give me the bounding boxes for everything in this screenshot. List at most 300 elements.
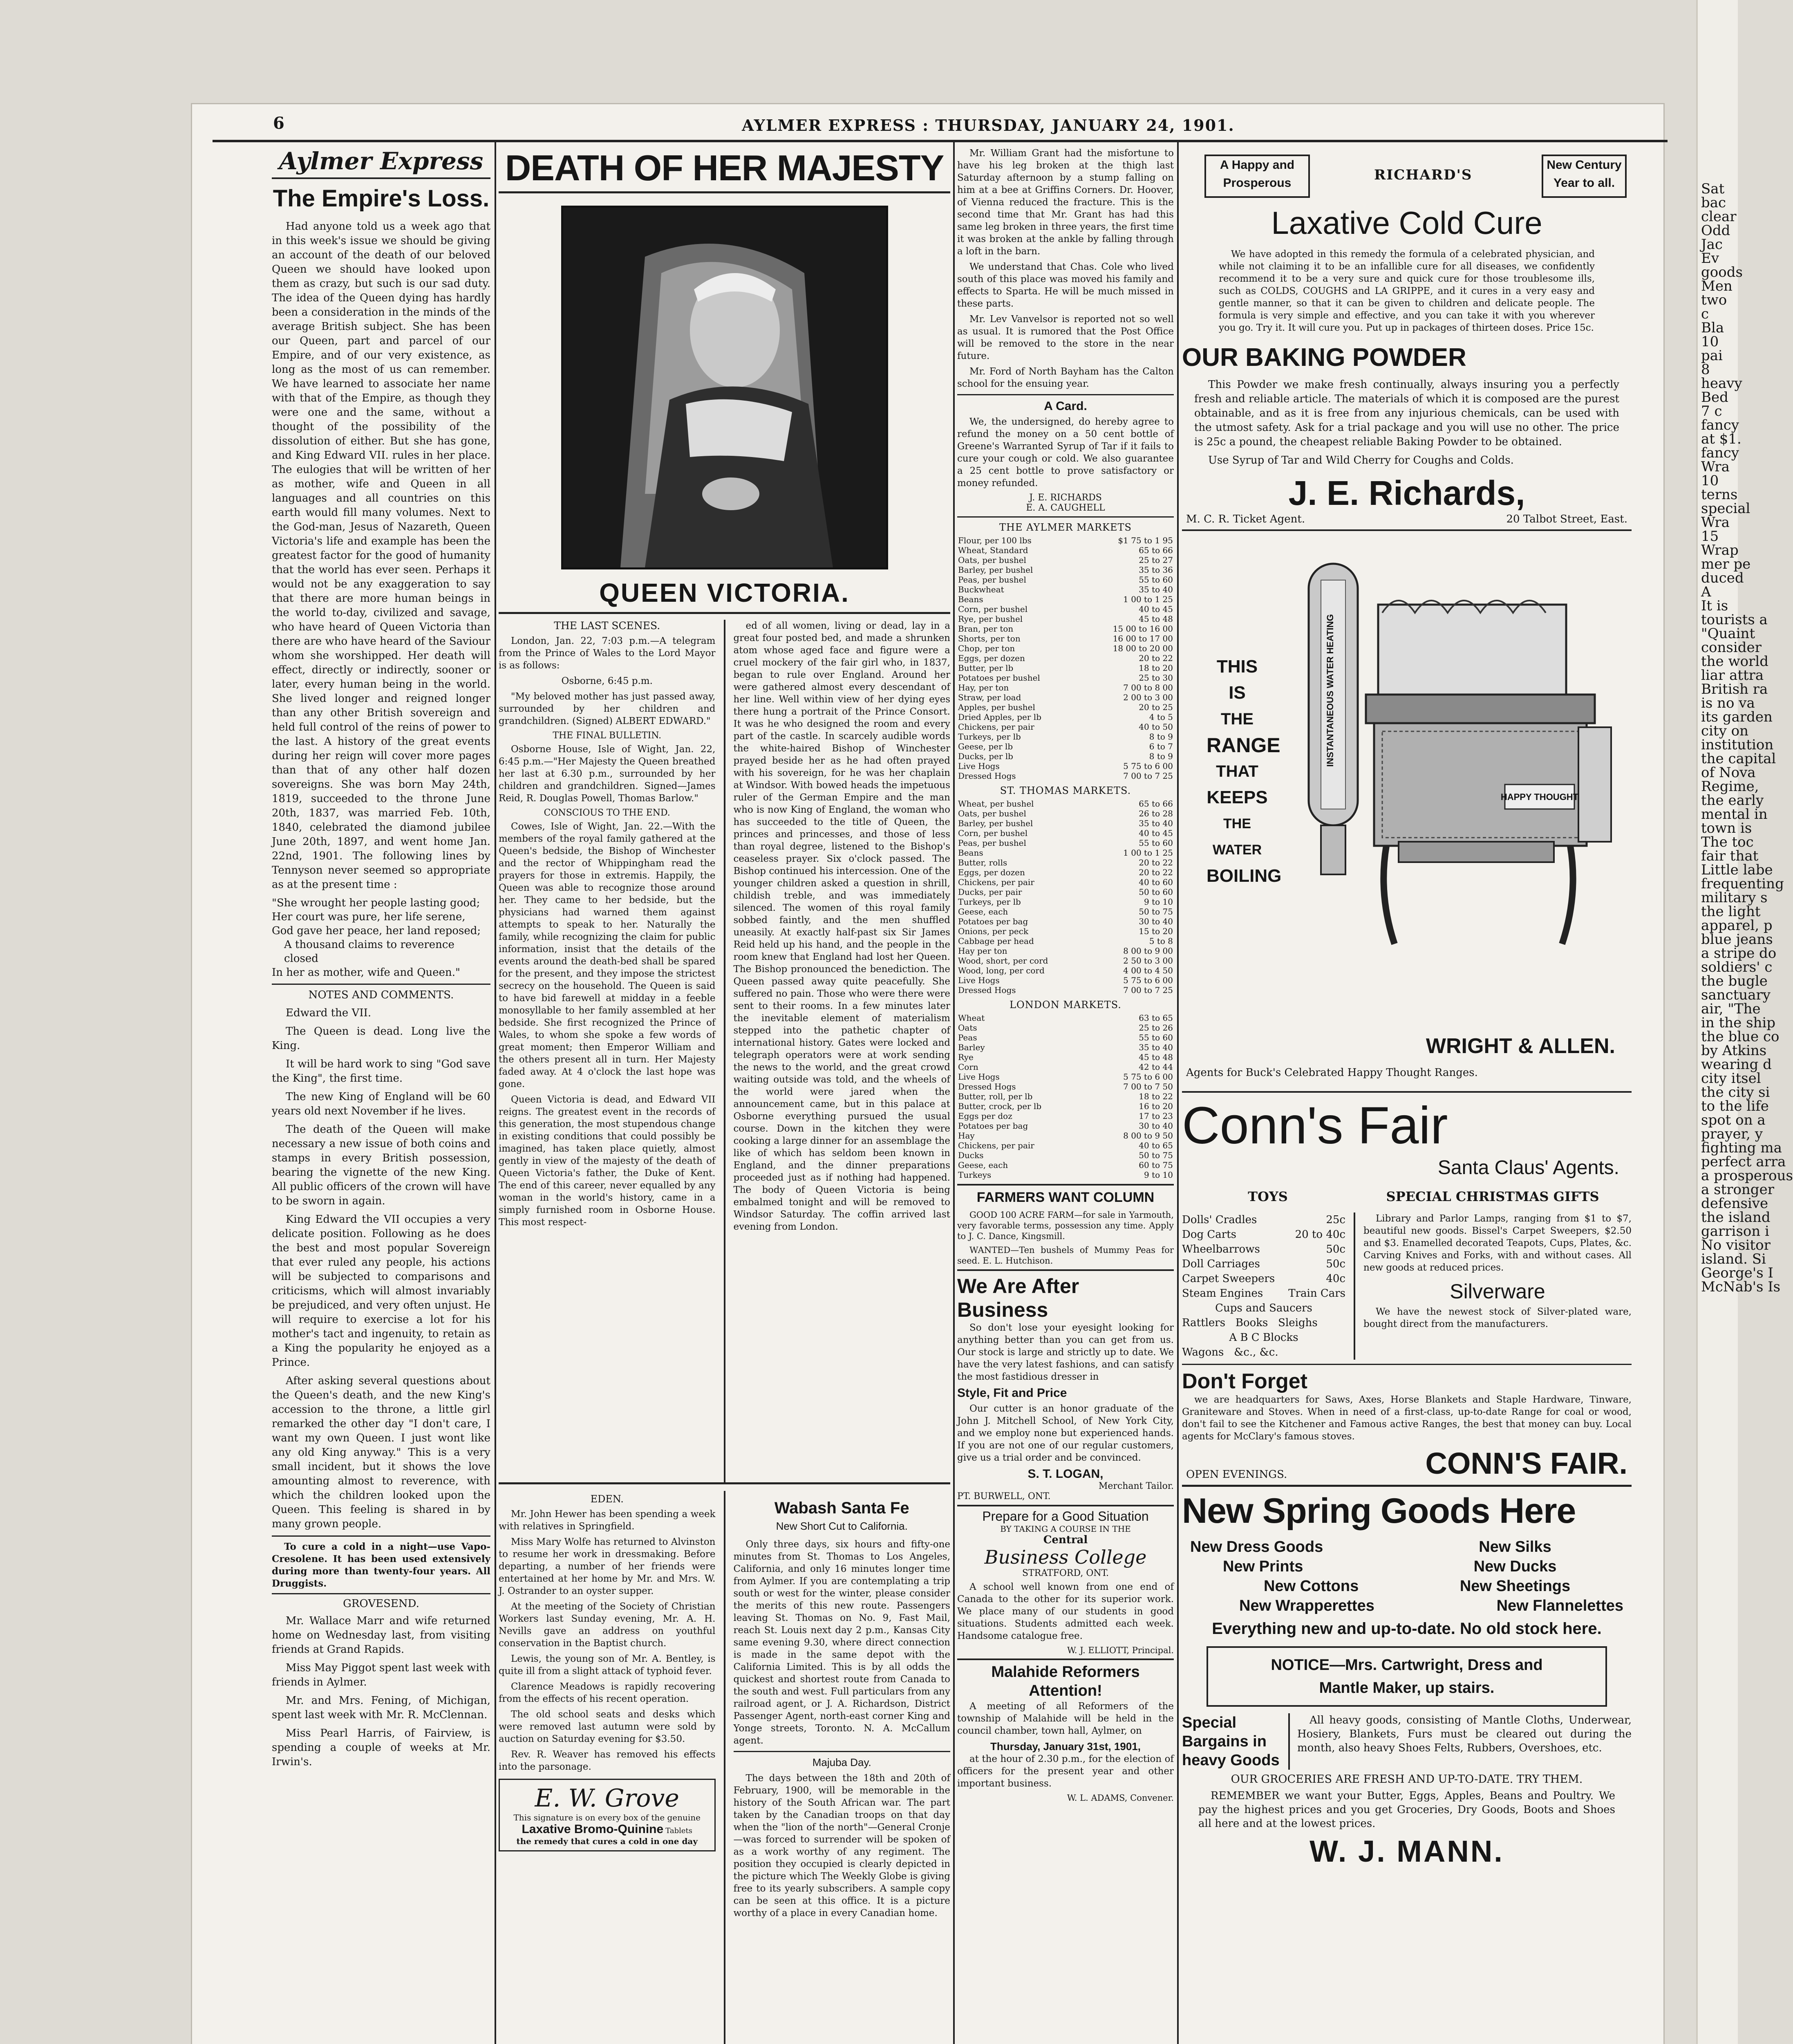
toy-price: 40c — [1326, 1273, 1345, 1285]
college-city: STRATFORD, ONT. — [1022, 1568, 1109, 1578]
lower-story — [499, 1491, 950, 2044]
adjacent-fragment: 15 — [1701, 528, 1719, 545]
market-item: Beans — [958, 594, 983, 604]
market-row — [957, 1082, 1174, 1091]
spring-tagline: Everything new and up-to-date. No old stock here. — [1212, 1620, 1602, 1638]
note-item: The Queen is dead. Long live the King. — [272, 1025, 490, 1052]
market-item: Corn, per bushel — [958, 604, 1028, 614]
richards-address: 20 Talbot Street, East. — [1506, 513, 1627, 525]
market-price: 18 00 to 20 00 — [1113, 643, 1173, 653]
adjacent-fragment: its garden — [1701, 709, 1773, 725]
adjacent-fragment: apparel, p — [1701, 917, 1773, 934]
market-item: Wheat, Standard — [958, 545, 1028, 555]
eden-title: EDEN. — [590, 1493, 624, 1505]
spring-goods-title: New Spring Goods Here — [1182, 1491, 1576, 1531]
market-item: Buckwheat — [958, 585, 1004, 594]
market-price: 25 to 27 — [1139, 555, 1173, 565]
laxative-body: We have adopted in this remedy the formula of a celebrated physician, and while not claiming it to be an infallible cure for all diseases, we confidently recommend it to be a very sure and quick cure for those troublesome ills, such as COLDS, COUGHS and LA GRIPPE, and it cures in a very easy and gentle manner, so that it can be given to children and delicate people. The formula is very simple and effective, and you can take it with you wherever you go. Try it. It will cure you. Put up in packages of thirteen doses. Price 15c. — [1219, 249, 1595, 333]
market-price: 35 to 36 — [1139, 565, 1173, 575]
market-price: 65 to 66 — [1139, 799, 1173, 809]
market-item: Wheat, per bushel — [958, 799, 1034, 809]
silverware-title: Silverware — [1450, 1280, 1545, 1303]
market-item: Geese, each — [958, 1160, 1008, 1170]
adjacent-fragment: A — [1701, 584, 1711, 600]
column-1 — [272, 147, 490, 2044]
market-item: Dressed Hogs — [958, 985, 1016, 995]
card-signature: J. E. RICHARDS — [1029, 493, 1102, 503]
market-row — [957, 643, 1174, 653]
adjacent-fragment: is no va — [1701, 695, 1755, 711]
note-item: King Edward the VII occupies a very delicate position. Following as he does the best and most popular Sovereign that ever ruled any people, his actions will be subjected to comparisons and criticisms, which will almost invariably be prejudiced, and very often unjust. He will require to exercise a lot for his mother's tact and ingenuity, to retain as a King the popularity he enjoyed as a Prince. — [272, 1213, 490, 1369]
logan-role: Merchant Tailor. — [1098, 1481, 1174, 1491]
market-item: Butter, crock, per lb — [958, 1101, 1042, 1111]
market-row — [957, 907, 1174, 917]
adjacent-fragment: the capital — [1701, 751, 1776, 767]
college-title: Prepare for a Good Situation — [982, 1509, 1149, 1524]
spring-item: New Sheetings — [1459, 1578, 1571, 1595]
market-row — [957, 975, 1174, 985]
adjacent-fragment: fighting ma — [1701, 1140, 1782, 1156]
adjacent-fragment: pai — [1701, 347, 1723, 364]
college-central: Central — [1043, 1534, 1088, 1546]
market-price: 55 to 60 — [1139, 1033, 1173, 1042]
market-row — [957, 1062, 1174, 1072]
adjacent-fragment: "Quaint — [1701, 625, 1755, 642]
bromo-quinine-ad — [499, 1779, 716, 1851]
toy-item — [1182, 1213, 1345, 1227]
market-item: Oats, per bushel — [958, 809, 1026, 818]
market-row — [957, 742, 1174, 751]
adjacent-fragment: a stripe do — [1701, 945, 1777, 961]
market-price: 45 to 48 — [1139, 1052, 1173, 1062]
adjacent-fragment: goods — [1701, 264, 1743, 280]
market-item: Barley, per bushel — [958, 818, 1033, 828]
adjacent-fragment: the world — [1701, 653, 1768, 670]
silverware-text: We have the newest stock of Silver-plated ware, bought direct from the manufacturers. — [1363, 1307, 1632, 1329]
spring-item: New Dress Goods — [1190, 1538, 1323, 1555]
market-row — [957, 966, 1174, 975]
market-price: 40 to 45 — [1139, 604, 1173, 614]
market-row — [957, 702, 1174, 712]
market-row — [957, 985, 1174, 995]
market-row — [957, 693, 1174, 702]
bargains-body: All heavy goods, consisting of Mantle Cloths, Underwear, Hosiery, Blankets, Furs must be cleared out during the month, also heavy Shoes Felts, Rubbers, Overshoes, etc. — [1297, 1714, 1632, 1754]
market-price: 9 to 10 — [1144, 897, 1173, 907]
story-para: Osborne, 6:45 p.m. — [561, 676, 653, 686]
stthomas-markets-table — [957, 799, 1174, 995]
market-item: Straw, per load — [958, 693, 1021, 702]
adjacent-fragment: McNab's Is — [1701, 1279, 1781, 1295]
majuba-body: The days between the 18th and 20th of February, 1900, will be memorable in the history of the South African war. The part taken by the Canadian troops on that day when the "lion of the north"—General Cronje—was forced to surrender will be spoken of as a work worthy of any regiment. The position they occupied is clearly depicted in the picture which The Weekly Globe is giving free to its yearly subscribers. A sample copy can be seen at this office. It is a picture worthy of a place in every Canadian home. — [733, 1773, 950, 1918]
market-item: Eggs per doz — [958, 1111, 1012, 1121]
market-item: Live Hogs — [958, 761, 1000, 771]
market-row — [957, 877, 1174, 887]
adjacent-fragment: in the ship — [1701, 1015, 1776, 1031]
malahide-signature: W. L. ADAMS, Convener. — [1067, 1793, 1174, 1803]
story-para: ed of all women, living or dead, lay in a great four posted bed, and made a shrunken atom whose aged face and figure were a cruel mockery of the fair girl who, in 1837, began to rule over England. Around her were gathered almost every descendant of her line. Well within view of her dying eyes there hung a portrait of the Prince Consort. It was he who designed the room and every part of the castle. In scarcely audible words the white-haired Bishop of Winchester prayed beside her as he had often prayed with his sovereign, for he was her chaplain at Windsor. With bowed heads the impetuous ruler of the German Empire and the man who is now King of England, the woman who has succeeded to the title of Queen, the princes and princesses, and those of less than royal degree, listened to the Bishop's ceaseless prayer. Six o'clock passed. The Bishop continued his intercession. One of the younger children asked a question in shrill, childish treble, and was immediately silenced. The women of this royal family sobbed faintly, and the men shuffled uneasily. At exactly half-past six Sir James Reid held up his hand, and the people in the room knew that England had lost her Queen. The Bishop pronounced the benediction. The Queen passed away quite peacefully. She suffered no pain. Those who were there were sent to their rooms. In a few minutes later the inevitable element of materialism stepped into the pathetic chapter of international history. Gates were locked and telegraph operators were at work sending the news to the world, and the great crowd waiting outside was told, and the wheels of the world were jared when the announcement came, but in this palace at Osborne everything pursued the usual course. Down in the kitchen they were cooking a large dinner for an assemblage the like of which has seldom been known in England, and the dinner preparations proceeded just as if nothing had happened. The body of Queen Victoria is being embalmed tonight and will be removed to Windsor Saturday. The coffin arrived last evening from London. — [733, 621, 950, 1232]
market-row — [957, 555, 1174, 565]
market-price: 40 to 60 — [1139, 877, 1173, 887]
bargains-row — [1182, 1713, 1632, 1770]
market-row — [957, 1023, 1174, 1033]
market-item: Butter, rolls — [958, 858, 1007, 867]
college-body: A school well known from one end of Canada to the other for its superior work. We place many of our students in good situations. Students admitted each week. Handsome catalogue free. — [957, 1582, 1174, 1641]
note-item: It will be hard work to sing "God save the King", the first time. — [272, 1058, 490, 1085]
column-rule-1 — [495, 141, 496, 2044]
logan-body2: Our cutter is an honor graduate of the John J. Mitchell School, of New York City, and we employ none but experienced hands. If you are not one of our regular customers, give us a trial order and be convinced. — [957, 1403, 1174, 1463]
market-price: 60 to 75 — [1139, 1160, 1173, 1170]
wright-allen-line: Agents for Buck's Celebrated Happy Thought Ranges. — [1186, 1067, 1478, 1079]
market-item: Dressed Hogs — [958, 1082, 1016, 1091]
adjacent-fragment: 10 — [1701, 334, 1719, 350]
toys-heading: TOYS — [1248, 1189, 1288, 1204]
adjacent-fragment: Bla — [1701, 320, 1724, 336]
conns-footer — [1186, 1446, 1627, 1481]
range-slogan — [1207, 654, 1282, 889]
richards-header — [1182, 147, 1632, 200]
market-item: Live Hogs — [958, 1072, 1000, 1082]
local-item: Mr. William Grant had the misfortune to have his leg broken at the thigh last Saturday afternoon by a stump falling on him at a bee at Griffins Corners. Dr. Hoover, of Vienna reduced the fracture. This is the second time that Mr. Grant has had this same leg broken in three years, the first time it was broken at the ankle by falling through a loft in the barn. — [957, 148, 1174, 257]
grove-signature: E. W. Grove — [535, 1784, 679, 1813]
dont-forget-title: Don't Forget — [1182, 1369, 1307, 1393]
market-row — [957, 946, 1174, 956]
market-item: Ducks — [958, 1150, 984, 1160]
market-item: Apples, per bushel — [958, 702, 1035, 712]
grovesend-item: Miss May Piggot spent last week with friends in Aylmer. — [272, 1662, 490, 1688]
death-story — [499, 620, 950, 1482]
market-price: 40 to 65 — [1139, 1141, 1173, 1150]
market-row — [957, 634, 1174, 643]
market-row — [957, 917, 1174, 926]
market-row — [957, 751, 1174, 761]
adjacent-fragment: duced — [1701, 570, 1744, 586]
market-price: 17 to 23 — [1139, 1111, 1173, 1121]
market-item: Geese, each — [958, 907, 1008, 917]
market-row — [957, 683, 1174, 693]
market-item: Peas, per bushel — [958, 575, 1026, 585]
market-price: 25 to 30 — [1139, 673, 1173, 683]
market-item: Potatoes per bushel — [958, 673, 1040, 683]
market-price: 6 to 7 — [1149, 742, 1173, 751]
london-markets-table — [957, 1013, 1174, 1180]
toy-price: 25c — [1326, 1214, 1345, 1226]
adjacent-fragment: blue jeans — [1701, 931, 1773, 948]
market-item: Turkeys, per lb — [958, 897, 1021, 907]
adjacent-fragment: Men — [1701, 278, 1733, 294]
grovesend-item: Mr. Wallace Marr and wife returned home on Wednesday last, from visiting friends at Grand Rapids. — [272, 1615, 490, 1656]
adjacent-fragment: defensive — [1701, 1195, 1768, 1212]
market-price: 1 00 to 1 25 — [1123, 594, 1173, 604]
market-price: 55 to 60 — [1139, 838, 1173, 848]
market-row — [957, 1101, 1174, 1111]
adjacent-fragment: city itsel — [1701, 1070, 1761, 1087]
eden-item: Clarence Meadows is rapidly recovering from the effects of his recent operation. — [499, 1681, 716, 1704]
market-row — [957, 614, 1174, 624]
market-row — [957, 1160, 1174, 1170]
market-item: Hay per ton — [958, 946, 1007, 956]
malahide-body2: at the hour of 2.30 p.m., for the election of officers for the present year and other important business. — [957, 1754, 1174, 1789]
bromo-product: Laxative Bromo-Quinine — [522, 1822, 664, 1836]
adjacent-fragment: special — [1701, 500, 1750, 517]
toy-name: Steam Engines — [1182, 1287, 1263, 1300]
market-item: Chickens, per pair — [958, 1141, 1034, 1150]
market-row — [957, 1042, 1174, 1052]
adjacent-fragment: heavy — [1701, 375, 1742, 392]
baking-powder-title: OUR BAKING POWDER — [1182, 343, 1466, 372]
market-item: Geese, per lb — [958, 742, 1013, 751]
market-item: Eggs, per dozen — [958, 867, 1025, 877]
market-row — [957, 575, 1174, 585]
caption-queen-victoria: QUEEN VICTORIA. — [599, 578, 850, 607]
market-price: 1 00 to 1 25 — [1123, 848, 1173, 858]
adjacent-fragment: the city si — [1701, 1084, 1770, 1100]
story-para: "My beloved mother has just passed away, surrounded by her children and grandchildren. (Signed) ALBERT EDWARD." — [499, 691, 716, 726]
market-item: Cabbage per head — [958, 936, 1034, 946]
eden-item: Rev. R. Weaver has removed his effects into the parsonage. — [499, 1749, 716, 1772]
market-item: Barley — [958, 1042, 985, 1052]
happy-prosperous-box: A Happy and Prosperous — [1204, 155, 1310, 198]
market-price: 45 to 48 — [1139, 614, 1173, 624]
range-stove-illustration — [1276, 556, 1619, 964]
market-item: Dried Apples, per lb — [958, 712, 1042, 722]
market-price: 7 00 to 7 25 — [1123, 771, 1173, 781]
market-row — [957, 585, 1174, 594]
poem-line: God gave her peace, her land reposed; — [272, 925, 481, 937]
logan-headline: We Are After Business — [957, 1275, 1079, 1321]
market-row — [957, 663, 1174, 673]
market-item: Oats — [958, 1023, 977, 1033]
market-price: 18 to 22 — [1139, 1091, 1173, 1101]
story-col-a — [499, 620, 716, 1482]
market-row — [957, 536, 1174, 545]
market-item: Wood, short, per cord — [958, 956, 1048, 966]
market-price: 30 to 40 — [1139, 917, 1173, 926]
eden-item: The old school seats and desks which were removed last autumn were sold by auction on Saturday evening for $3.50. — [499, 1709, 716, 1744]
market-row — [957, 818, 1174, 828]
toy-name: Doll Carriages — [1182, 1258, 1260, 1270]
card-signature: E. A. CAUGHELL — [1026, 503, 1105, 513]
wabash-column — [734, 1491, 951, 2044]
market-price: 25 to 26 — [1139, 1023, 1173, 1033]
gifts-column — [1363, 1213, 1632, 1360]
laxative-title: Laxative Cold Cure — [1271, 205, 1542, 241]
market-row — [957, 828, 1174, 838]
adjacent-fragment: consider — [1701, 639, 1762, 656]
market-price: 26 to 28 — [1139, 809, 1173, 818]
market-price: $1 75 to 1 95 — [1118, 536, 1173, 545]
farmers-want-column-title: FARMERS WANT COLUMN — [976, 1190, 1155, 1205]
note-item: After asking several questions about the Queen's death, and the new King's accession to the throne, a little girl remarked the other day "I don't care, I want my own Queen. I just wont like any old King anyway." This is a very small incident, but it shows the love amounting almost to reverence, with which the children looked upon the Queen. This feeling is shared in by many grown people. — [272, 1375, 490, 1530]
market-price: 5 75 to 6 00 — [1123, 1072, 1173, 1082]
market-price: 20 to 25 — [1139, 702, 1173, 712]
conscious-title: CONSCIOUS TO THE END. — [544, 808, 670, 818]
market-item: Chickens, per pair — [958, 722, 1034, 732]
adjacent-fragment: the island — [1701, 1209, 1771, 1226]
market-price: 9 to 10 — [1144, 1170, 1173, 1180]
adjacent-fragment: 10 — [1701, 473, 1719, 489]
market-price: 2 50 to 3 00 — [1123, 956, 1173, 966]
market-price: 55 to 60 — [1139, 575, 1173, 585]
market-price: 7 00 to 8 00 — [1123, 683, 1173, 693]
market-row — [957, 712, 1174, 722]
toys-gifts-body — [1182, 1213, 1632, 1360]
market-item: Corn — [958, 1062, 978, 1072]
majuba-title: Majuba Day. — [812, 1756, 871, 1768]
tank-label: INSTANTANEOUS WATER HEATING — [1325, 614, 1335, 767]
bromo-tablets: Tablets — [665, 1827, 693, 1835]
market-item: Hay — [958, 1131, 975, 1141]
card-title: A Card. — [1044, 399, 1087, 413]
market-price: 35 to 40 — [1139, 818, 1173, 828]
toy-item — [1182, 1227, 1345, 1242]
wright-allen-name: WRIGHT & ALLEN. — [1426, 1034, 1615, 1058]
adjacent-fragment: No visitor — [1701, 1237, 1771, 1253]
story-para: London, Jan. 22, 7:03 p.m.—A telegram from the Prince of Wales to the Lord Mayor is as follows: — [499, 636, 716, 671]
adjacent-fragment: Ev — [1701, 250, 1719, 267]
cartwright-notice — [1207, 1646, 1607, 1707]
market-item: Chop, per ton — [958, 643, 1015, 653]
toy-extra: Cups and Saucers — [1215, 1302, 1312, 1314]
market-row — [957, 1052, 1174, 1062]
notice-line: NOTICE—Mrs. Cartwright, Dress and — [1271, 1656, 1543, 1674]
market-row — [957, 771, 1174, 781]
toy-price: 50c — [1326, 1258, 1345, 1270]
toy-extra: Rattlers Books Sleighs — [1182, 1317, 1318, 1329]
market-price: 35 to 40 — [1139, 585, 1173, 594]
market-row — [957, 1111, 1174, 1121]
market-price: 5 to 8 — [1149, 936, 1173, 946]
slogan-word: THE WATER — [1212, 816, 1262, 858]
adjacent-fragment: mental in — [1701, 806, 1768, 823]
market-price: 8 00 to 9 50 — [1123, 1131, 1173, 1141]
market-item: Bran, per ton — [958, 624, 1014, 634]
market-price: 40 to 50 — [1139, 722, 1173, 732]
adjacent-fragment: the early — [1701, 792, 1764, 809]
market-row — [957, 838, 1174, 848]
market-row — [957, 936, 1174, 946]
grovesend-item: Miss Pearl Harris, of Fairview, is spending a couple of weeks at Mr. Irwin's. — [272, 1727, 490, 1768]
market-price: 30 to 40 — [1139, 1121, 1173, 1131]
eden-column — [499, 1491, 716, 2044]
adjacent-fragment: the blue co — [1701, 1029, 1780, 1045]
logan-place: PT. BURWELL, ONT. — [957, 1491, 1051, 1502]
adjacent-fragment: Wra — [1701, 514, 1730, 531]
market-item: Beans — [958, 848, 983, 858]
remember-body: REMEMBER we want your Butter, Eggs, Apples, Beans and Poultry. We pay the highest prices and you get Groceries, Dry Goods, Boots and Shoes all here and at the lowest prices. — [1198, 1790, 1615, 1830]
farmers-ad: WANTED—Ten bushels of Mummy Peas for seed. E. L. Hutchison. — [957, 1245, 1174, 1266]
wabash-body: Only three days, six hours and fifty-one minutes from St. Thomas to Los Angeles, California, and only 16 minutes longer time from Aylmer. If you are contemplating a trip south or west for the winter, please consider the merits of this new route. Passengers leaving St. Thomas on No. 9, Fast Mail, reach St. Louis next day 2 p.m., Kansas City same evening 9.30, where direct connection is made in the same depot with the California Limited. This is by all odds the quickest and shortest route from Canada to the south and west. Full particulars from any railroad agent, or J. A. Richardson, District Passenger Agent, north-east corner King and Yonge streets, Toronto. N. A. McCallum agent. — [733, 1539, 950, 1746]
story-col-b — [734, 620, 951, 1482]
market-price: 5 75 to 6 00 — [1123, 975, 1173, 985]
market-price: 40 to 45 — [1139, 828, 1173, 838]
market-price: 16 to 20 — [1139, 1101, 1173, 1111]
adjacent-fragment: Jac — [1701, 236, 1723, 253]
market-price: 20 to 22 — [1139, 858, 1173, 867]
market-item: Turkeys — [958, 1170, 992, 1180]
adjacent-fragment: frequenting — [1701, 876, 1784, 892]
toy-item — [1182, 1242, 1345, 1257]
market-price: 65 to 66 — [1139, 545, 1173, 555]
baking-powder-body2: Use Syrup of Tar and Wild Cherry for Coughs and Colds. — [1208, 454, 1514, 466]
spring-goods-grid — [1182, 1537, 1632, 1616]
market-price: 50 to 75 — [1139, 907, 1173, 917]
masthead-rule — [213, 140, 1668, 142]
vapo-cresolene-ad: To cure a cold in a night—use Vapo-Cresolene. It has been used extensively during more than twenty-four years. All Druggists. — [272, 1541, 490, 1589]
market-row — [957, 1072, 1174, 1082]
adjacent-fragment: prayer, y — [1701, 1126, 1763, 1142]
story-para: Osborne House, Isle of Wight, Jan. 22, 6:45 p.m.—"Her Majesty the Queen breathed her last at 6.30 p.m., surrounded by her children and grandchildren. Signed—James Reid, R. Douglas Powell, Thomas Barlow." — [499, 744, 716, 804]
market-row — [957, 604, 1174, 614]
adjacent-fragment: fair that — [1701, 848, 1759, 864]
adjacent-fragment: The toc — [1701, 834, 1754, 850]
market-price: 8 to 9 — [1149, 751, 1173, 761]
adjacent-fragment: perfect arra — [1701, 1154, 1786, 1170]
toys-list — [1182, 1213, 1345, 1360]
adjacent-fragment: 7 c — [1701, 403, 1722, 419]
eden-item: At the meeting of the Society of Christian Workers last Sunday evening, Mr. A. H. Nevills gave an address on youthful conservation in the Baptist church. — [499, 1601, 716, 1649]
market-item: Chickens, per pair — [958, 877, 1034, 887]
market-price: 4 00 to 4 50 — [1123, 966, 1173, 975]
richards-big-name: J. E. Richards, — [1288, 474, 1525, 512]
final-bulletin-title: THE FINAL BULLETIN. — [553, 731, 662, 741]
market-row — [957, 809, 1174, 818]
market-row — [957, 897, 1174, 907]
column-2 — [499, 147, 950, 2044]
adjacent-fragment: British ra — [1701, 681, 1768, 697]
spring-item: New Prints — [1223, 1558, 1303, 1575]
gifts-heading: SPECIAL CHRISTMAS GIFTS — [1386, 1189, 1599, 1204]
adjacent-fragment: Wrap — [1701, 542, 1739, 558]
market-price: 15 00 to 16 00 — [1113, 624, 1173, 634]
market-item: Wood, long, per cord — [958, 966, 1045, 975]
toy-name: Dog Carts — [1182, 1228, 1237, 1241]
groceries-line: OUR GROCERIES ARE FRESH AND UP-TO-DATE. TRY THEM. — [1231, 1773, 1583, 1786]
market-item: Live Hogs — [958, 975, 1000, 985]
richards-footer — [1182, 513, 1632, 529]
adjacent-fragment: clear — [1701, 208, 1737, 225]
special-bargains: Special Bargains in heavy Goods — [1182, 1713, 1290, 1770]
open-evenings: OPEN EVENINGS. — [1186, 1468, 1287, 1481]
market-row — [957, 799, 1174, 809]
market-row — [957, 1150, 1174, 1160]
adjacent-page-edge — [1696, 0, 1793, 2044]
market-price: 16 00 to 17 00 — [1113, 634, 1173, 643]
adjacent-fragment: the light — [1701, 903, 1761, 920]
spring-item: New Wrapperettes — [1239, 1597, 1374, 1614]
toy-item — [1182, 1257, 1345, 1271]
market-item: Shorts, per ton — [958, 634, 1021, 643]
market-item: Peas, per bushel — [958, 838, 1026, 848]
notice-line: Mantle Maker, up stairs. — [1319, 1679, 1495, 1697]
market-price: 15 to 20 — [1139, 926, 1173, 936]
column-rule-3 — [1177, 141, 1179, 2044]
market-price: 20 to 22 — [1139, 867, 1173, 877]
bromo-line: the remedy that cures a cold in one day — [516, 1836, 698, 1846]
market-item: Barley, per bushel — [958, 565, 1033, 575]
baking-powder-body: This Powder we make fresh continually, always insuring you a perfectly fresh and reliable article. The materials of which it is composed are the purest obtainable, and as it is free from any injurious chemicals, can be used with the utmost safety. Ask for a trial package and you will use no other. The price is 25c a pound, the cheapest reliable Baking Powder to be obtained. — [1194, 379, 1619, 448]
toy-price: Train Cars — [1288, 1287, 1345, 1300]
market-row — [957, 732, 1174, 742]
market-item: Corn, per bushel — [958, 828, 1028, 838]
london-markets-title: LONDON MARKETS. — [1010, 999, 1121, 1011]
adjacent-fragment: military s — [1701, 890, 1768, 906]
market-item: Dressed Hogs — [958, 771, 1016, 781]
conns-fair-caps: CONN'S FAIR. — [1425, 1446, 1627, 1480]
running-head: AYLMER EXPRESS : THURSDAY, JANUARY 24, 1901. — [742, 116, 1235, 134]
editorial-text: Had anyone told us a week ago that in this week's issue we should be giving an account of the death of our beloved Queen we should have looked upon them as crazy, but such is our sad duty. The idea of the Queen dying has hardly been a consideration in the minds of the average British subject. She has been our Queen, part and parcel of our Empire, and of our very existence, as long as the most of us can remember. We have learned to associate her name with that of the Empire, as though they were one and the same, without a thought of the possibility of the dissolution of either. But she has gone, and King Edward VII. rules in her place. The eulogies that will be written of her as mother, wife and Queen in all languages and all countries on this earth would fill many volumes. Next to the God-man, Jesus of Nazareth, Queen Victoria's life and example has been the greatest factor for the good of humanity that the world has ever seen. Perhaps it would not be any exaggeration to say that there are more human beings in the world to-day, civilized and savage, who have heard of Queen Victoria than there are who have heard of the Saviour whom she worshipped. Her death will effect, directly or indirectly, sooner or later, every human being in the world. She lived longer and reigned longer than any other British sovereign and held full control of the reins of power to the last. A history of the great events during her reign will cover more pages than that of any other half dozen sovereigns. She was born May 24th, 1819, succeeded to the throne June 20th, 1837, was married Feb. 10th, 1840, celebrated the diamond jubilee June 20th, 1897, and went home Jan. 22nd, 1901. The following lines by Tennyson never seemed so appropriate as at the present time : — [272, 220, 490, 891]
slogan-word: KEEPS — [1207, 787, 1268, 807]
note-item: Edward the VII. — [286, 1007, 372, 1019]
